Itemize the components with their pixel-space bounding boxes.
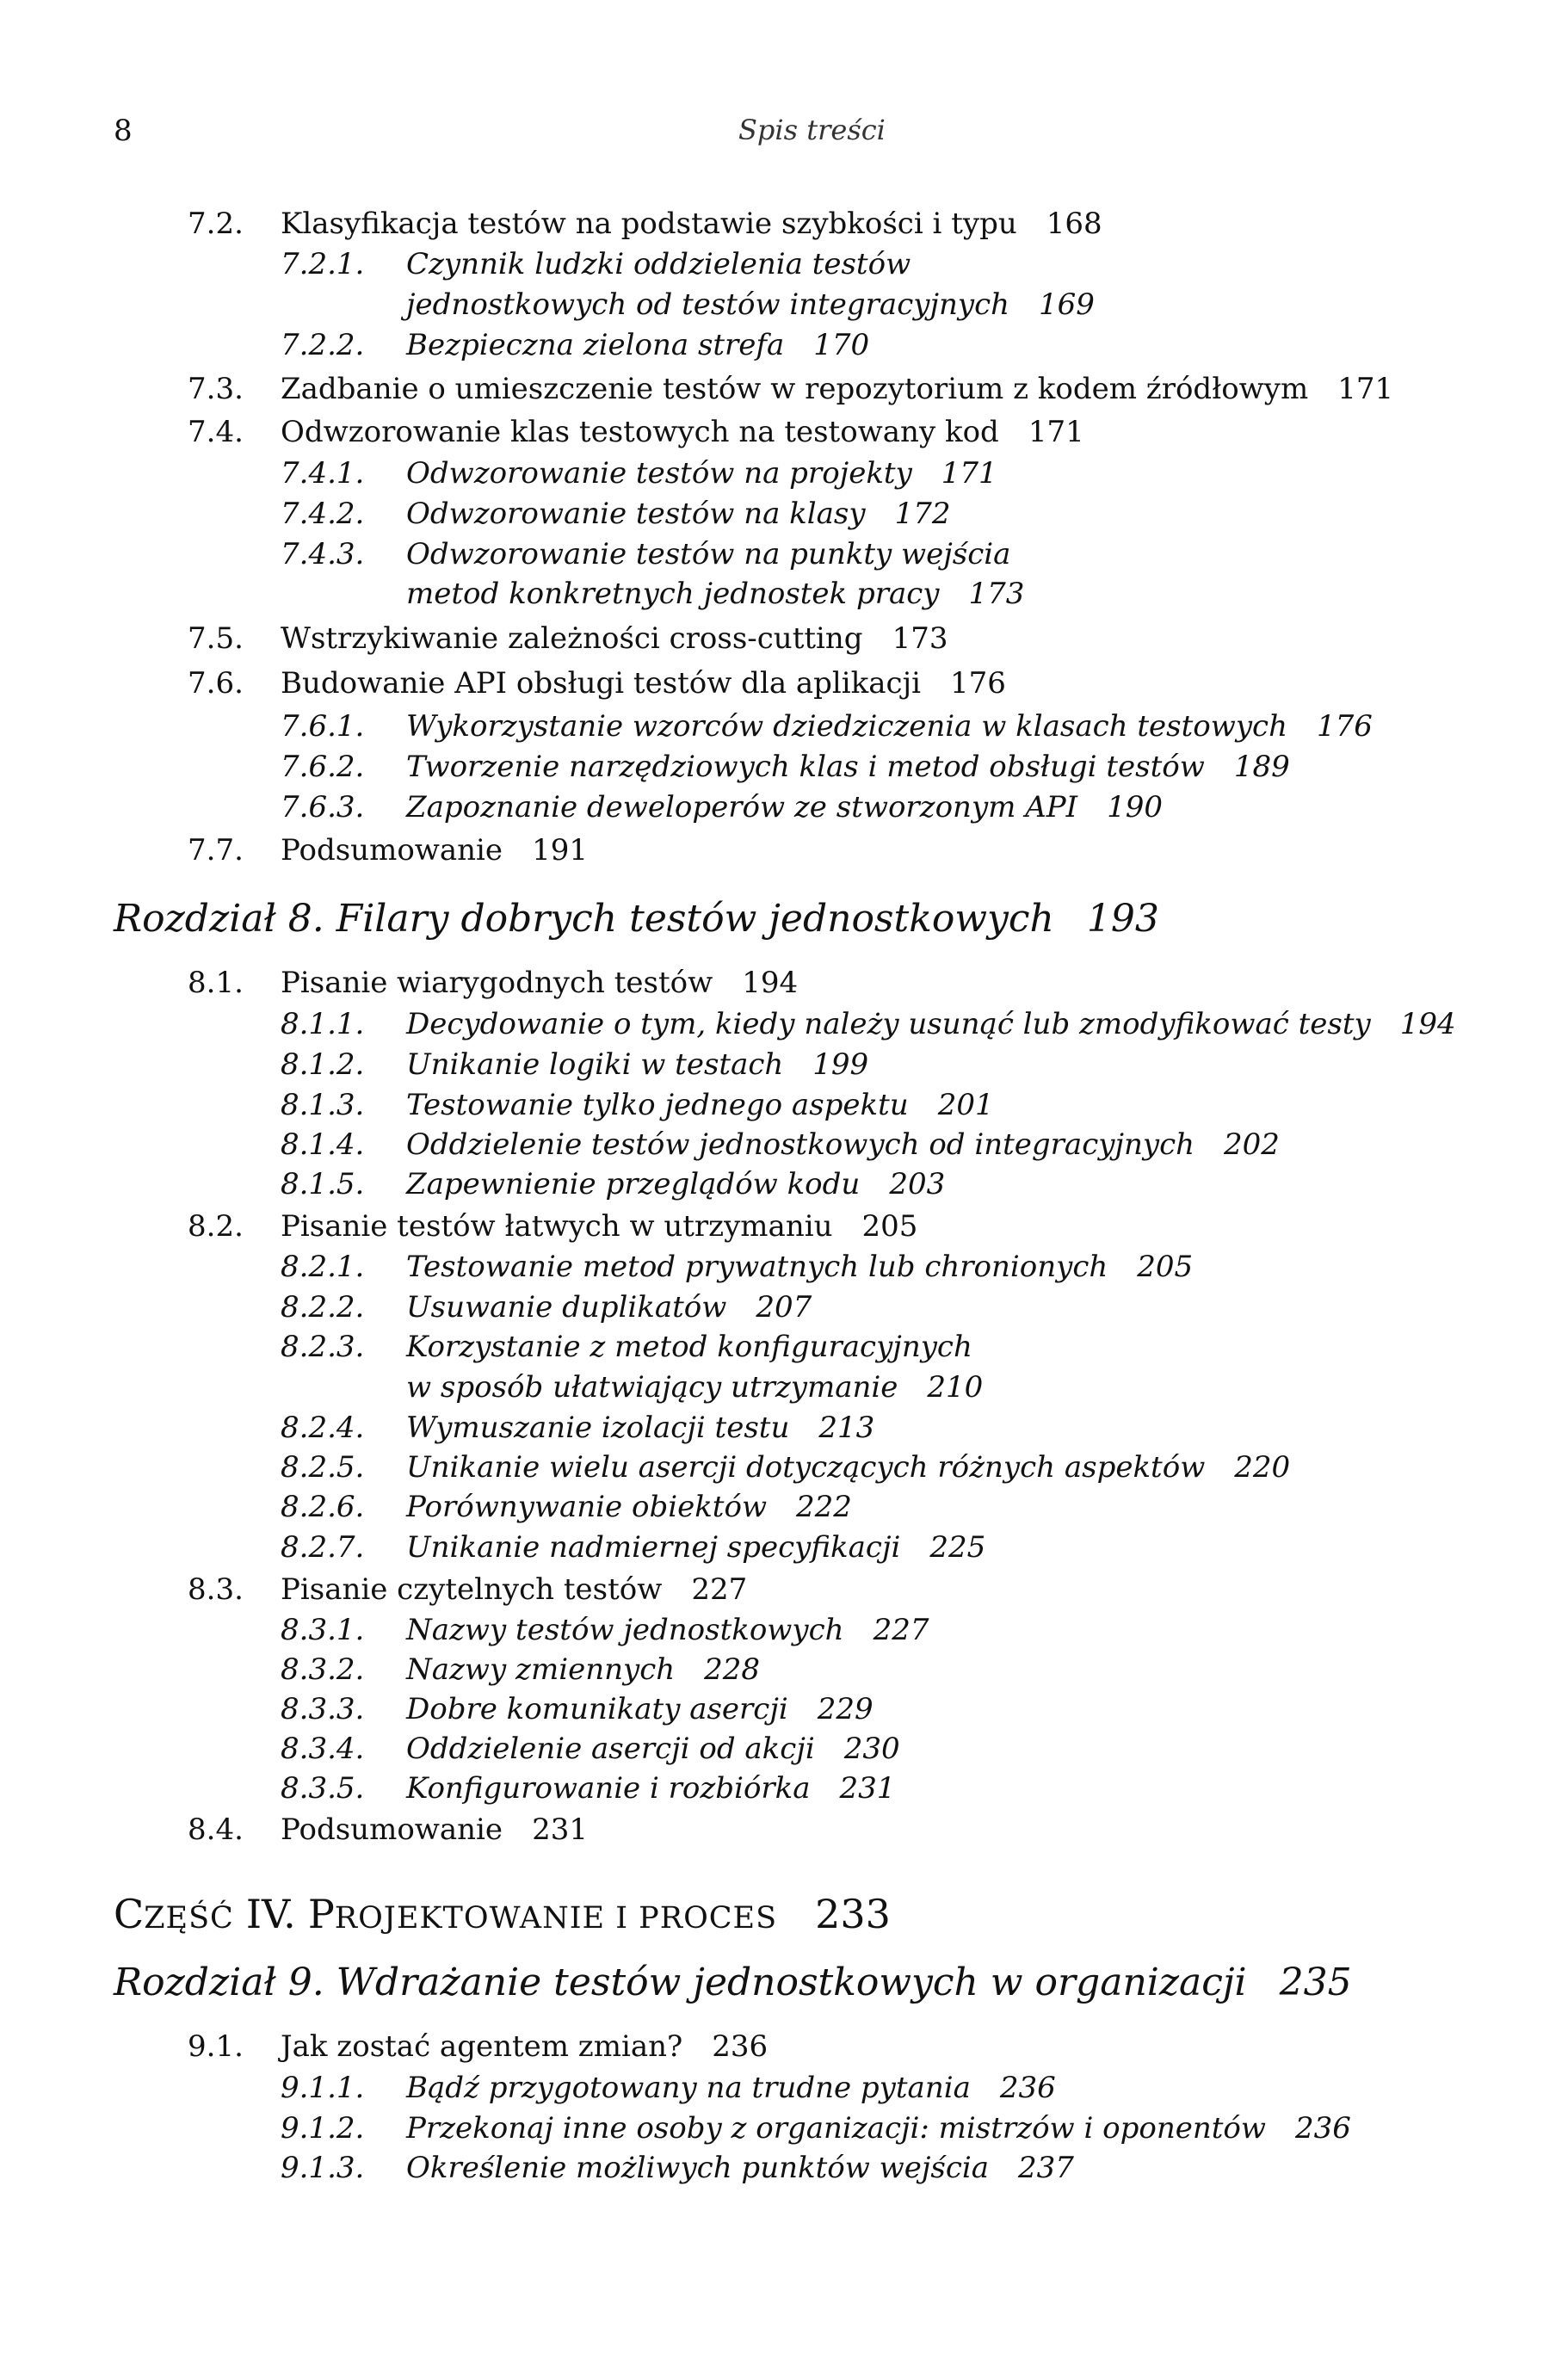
page-header bbox=[0, 114, 1568, 148]
chapter-9-heading: Rozdział 9. Wdrażanie testów jednostkowych w organizacji 235 bbox=[114, 1961, 1352, 2004]
part-4-heading: CZĘŚĆ IV. PROJEKTOWANIE I PROCES 233 bbox=[114, 1891, 891, 1937]
chapter-8-heading: Rozdział 8. Filary dobrych testów jednostkowych 193 bbox=[114, 897, 1159, 941]
running-head: Spis treści bbox=[738, 114, 886, 146]
book-page: 8 Spis treści 7.2. Klasyfikacja testów na podstawie szybkości i typu 168 7.2.1. Czynnik ludzki oddzielenia testów jednostkowych od testów integracyjnych 169 7.2.2. Bezpieczna zielona strefa 170 7.3. Zadbanie o umieszczenie testów w repozytorium z kodem źródłowym 171 7.4. Odwzorowanie klas testowych na testowany kod 171 7.4.1. Odwzorowanie testów na projekty 171 7.4.2. Odwzorowanie testów na klasy 172 7.4.3. Odwzorowanie testów na punkty wejścia metod konkretnych jednostek pracy 173 7.5. Wstrzykiwanie zależności cross-cutting 173 7.6. Budowanie API obsługi testów dla aplikacji 176 7.6.1. Wykorzystanie wzorców dziedziczenia w klasach testowych 176 7.6.2. Tworzenie narzędziowych klas i metod obsługi testów 189 7.6.3. Zapoznanie deweloperów ze stworzonym API 190 7.7. Podsumowanie 191 Rozdział 8. Filary dobrych testów jednostkowych 193 8.1. Pisanie wiarygodnych testów 194 8.1.1. Decydowanie o tym, kiedy należy usunąć lub zmodyfikować testy 194 8.1.2. Unikanie logiki w testach 199 8.1.3. Testowanie tylko jednego aspektu 201 8.1.4. Oddzielenie testów jednostkowych od integracyjnych 202 8.1.5. Zapewnienie przeglądów kodu 203 8.2. Pisanie testów łatwych w utrzymaniu 205 8.2.1. Testowanie metod prywatnych lub chronionych 205 8.2.2. Usuwanie duplikatów 207 8.2.3. Korzystanie z metod konfiguracyjnych w sposób ułatwiający utrzymanie 210 8.2.4. Wymuszanie izolacji testu 213 8.2.5. Unikanie wielu asercji dotyczących różnych aspektów 220 8.2.6. Porównywanie obiektów 222 8.2.7. Unikanie nadmiernej specyfikacji 225 8.3. Pisanie czytelnych testów 227 8.3.1. Nazwy testów jednostkowych 227 8.3.2. Nazwy zmiennych 228 8.3.3. Dobre komunikaty asercji 229 8.3.4. Oddzielenie asercji od akcji 230 8.3.5. Konfigurowanie i rozbiórka 231 8.4. Podsumowanie 231 CZĘŚĆ IV. PROJEKTOWANIE I PROCES 233 Rozdział 9. Wdrażanie testów jednostkowych w organizacji 235 9.1. Jak zostać agentem zmian? 236 9.1.1. Bądź przygotowany na trudne pytania 236 9.1.2. Przekonaj inne osoby z organizacji: mistrzów i oponentów 236 9.1.3. Określenie możliwych punktów wejścia 237 bbox=[0, 0, 1568, 2365]
page-number: 8 bbox=[114, 114, 133, 148]
